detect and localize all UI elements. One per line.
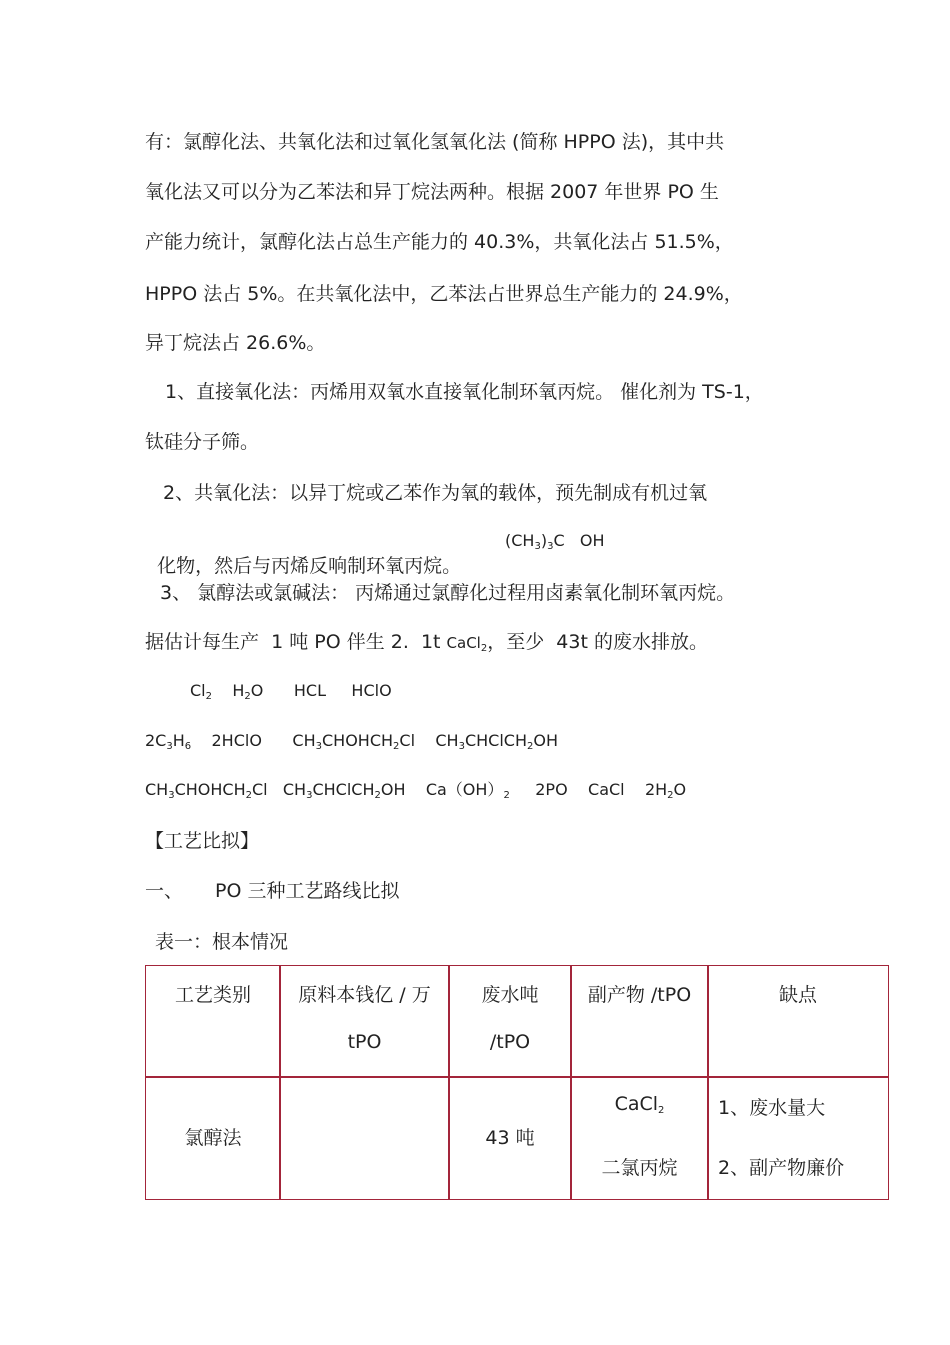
eq-part: Cl	[251, 780, 268, 799]
formula-subscript: 2	[658, 1105, 665, 1116]
eq-part: CHClCH	[312, 780, 375, 799]
eq-part: CH	[292, 731, 316, 750]
header-text: 副产物 /tPO	[587, 984, 692, 1006]
eq-part: HClO	[351, 681, 392, 700]
eq-sub: 2	[526, 741, 534, 752]
eq-sub: 3	[166, 741, 173, 752]
cell-cost	[279, 1076, 450, 1200]
eq-sub: 3	[458, 741, 465, 752]
header-text: tPO	[347, 1031, 382, 1053]
eq-sub: 2	[393, 741, 400, 752]
formula-part: CaCl	[614, 1093, 659, 1115]
formula-part: )	[540, 531, 548, 550]
formula-subscript: 2	[480, 643, 488, 654]
eq-part: OH	[380, 780, 406, 799]
item2-line-2	[145, 530, 461, 578]
eq-sub: 2	[205, 691, 212, 702]
item1-line-1: 1、直接氧化法：丙烯用双氧水直接氧化制环氧丙烷。 催化剂为 TS-1，	[165, 381, 764, 403]
eq-part: CHClCH	[464, 731, 527, 750]
cell-text: 氯醇法	[184, 1127, 242, 1149]
eq-part: H	[172, 731, 185, 750]
eq-part: CH	[282, 780, 307, 799]
subheading-number: 一、	[145, 880, 184, 902]
eq-sub: 2	[245, 790, 252, 801]
process-table	[145, 965, 889, 1200]
header-cost	[279, 965, 450, 1078]
eq-part: H	[232, 681, 245, 700]
formula-part: (CH	[505, 531, 535, 550]
eq-part: Cl	[399, 731, 416, 750]
eq-sub: 3	[315, 741, 322, 752]
header-text: /tPO	[489, 1031, 531, 1053]
paragraph-line-4: HPPO 法占 5%。在共氧化法中，乙苯法占世界总生产能力的 24.9%，	[145, 283, 743, 305]
cell-text: 二氯丙烷	[601, 1157, 678, 1179]
eq-part: CHOHCH	[174, 780, 246, 799]
paragraph-line-2: 氧化法又可以分为乙苯法和异丁烷法两种。根据 2007 年世界 PO 生	[145, 181, 719, 203]
formula-part: C OH	[553, 531, 605, 550]
eq-sub: 6	[184, 741, 192, 752]
paragraph-line-3: 产能力统计，氯醇化法占总生产能力的 40.3%，共氧化法占 51.5%，	[145, 231, 734, 253]
eq-part: CHOHCH	[322, 731, 394, 750]
eq-part: CH	[145, 780, 169, 799]
cell-byproduct-cacl2	[571, 1093, 708, 1115]
eq-sub: 2	[667, 790, 674, 801]
equation-2	[145, 731, 558, 751]
eq-part: HCL	[293, 681, 326, 700]
cell-text: 2、副产物廉价	[718, 1157, 845, 1179]
table-caption: 表一：根本情况	[155, 931, 289, 953]
cell-drawback	[707, 1076, 889, 1200]
cell-text: 1、废水量大	[718, 1097, 826, 1119]
paragraph-line-5: 异丁烷法占 26.6%。	[145, 332, 326, 354]
header-text: 废水吨	[481, 984, 539, 1006]
item3-text-a: 据估计每生产 1 吨 PO 伴生 2. 1t	[145, 631, 441, 653]
eq-part: O	[250, 681, 264, 700]
eq-sub: 3	[306, 790, 313, 801]
eq-part: OH	[533, 731, 558, 750]
item3-line-1: 3、 氯醇法或氯碱法： 丙烯通过氯醇化过程用卤素氧化制环氧丙烷。	[160, 582, 736, 604]
tbuoh-formula	[505, 531, 605, 551]
formula-subscript: 3	[534, 541, 541, 552]
cacl2-formula	[447, 634, 488, 652]
header-text: 工艺类别	[174, 984, 251, 1006]
eq-part: Ca（OH）	[425, 780, 504, 799]
eq-sub: 2	[503, 790, 510, 801]
equation-1	[190, 681, 392, 701]
header-process	[145, 965, 281, 1078]
eq-part: 2PO	[535, 780, 568, 799]
eq-sub: 3	[168, 790, 175, 801]
header-text: 缺点	[778, 984, 817, 1006]
eq-part: O	[673, 780, 687, 799]
item2-line-1: 2、共氧化法：以异丁烷或乙苯作为氧的载体，预先制成有机过氧	[163, 482, 708, 504]
subheading-title: PO 三种工艺路线比拟	[215, 880, 400, 902]
eq-sub: 2	[244, 691, 251, 702]
eq-part: 2C	[145, 731, 167, 750]
cell-process	[145, 1076, 281, 1200]
cell-byproduct	[570, 1076, 709, 1200]
cell-text: 43 吨	[485, 1127, 535, 1149]
paragraph-line-1: 有：氯醇化法、共氧化法和过氧化氢氧化法 (简称 HPPO 法)，其中共	[145, 131, 725, 153]
eq-part: CaCl	[588, 780, 625, 799]
eq-sub: 2	[374, 790, 381, 801]
item2-line-2-text: 化物，然后与丙烯反响制环氧丙烷。	[157, 555, 462, 577]
header-text: 原料本钱亿 / 万	[298, 984, 431, 1006]
formula-part: CaCl	[446, 634, 481, 652]
formula-subscript: 3	[547, 541, 554, 552]
header-byproduct	[570, 965, 709, 1078]
equation-3	[145, 780, 686, 800]
eq-part: 2HClO	[211, 731, 262, 750]
item1-line-2: 钛硅分子筛。	[145, 431, 260, 453]
cell-wastewater	[448, 1076, 572, 1200]
eq-part: Cl	[190, 681, 206, 700]
section-heading: 【工艺比拟】	[145, 830, 260, 852]
header-wastewater	[448, 965, 572, 1078]
eq-part: 2H	[644, 780, 668, 799]
item3-text-b: ，至少 43t 的废水排放。	[487, 631, 708, 653]
header-drawback	[707, 965, 889, 1078]
item3-line-2	[145, 630, 708, 655]
eq-part: CH	[435, 731, 459, 750]
